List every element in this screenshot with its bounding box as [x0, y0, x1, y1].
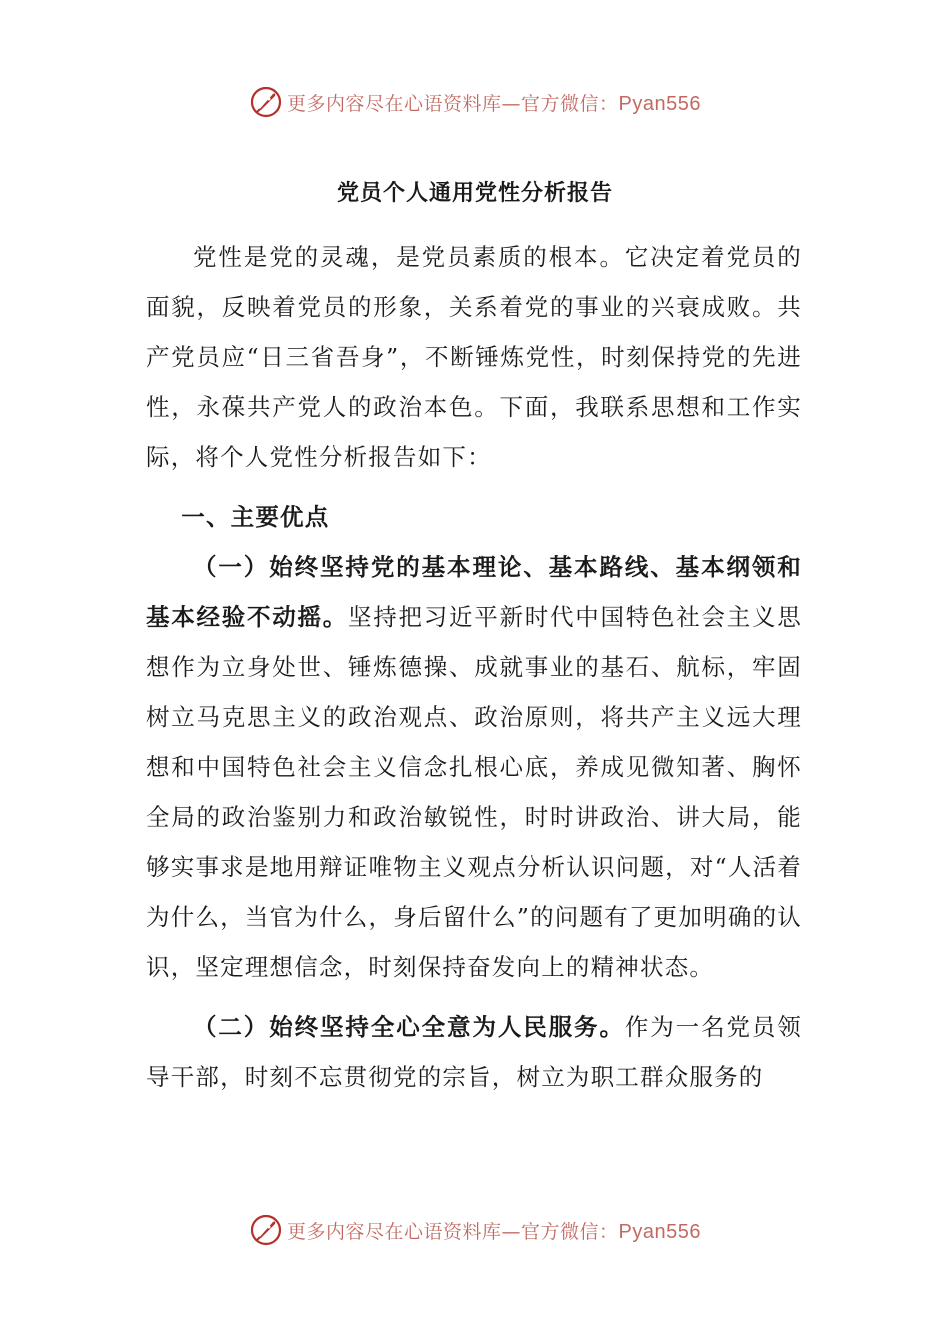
bottom-watermark-banner: [0, 1210, 950, 1250]
document-body: [146, 232, 802, 1102]
intro-paragraph: 党性是党的灵魂，是党员素质的根本。它决定着党员的面貌，反映着党员的形象，关系着党的事业的兴衰成败。共产党员应“日三省吾身”，不断锤炼党性，时刻保持党的先进性，永葆共产党人的政治本色。下面，我联系思想和工作实际，将个人党性分析报告如下：: [146, 243, 802, 471]
paragraph-lead-1: （一）始终坚持党的基本理论、基本路线、基本纲领和基本经验不动摇。: [146, 553, 802, 631]
watermark-wechat-id: Pyan556: [618, 1220, 701, 1243]
section-heading: 一、主要优点: [181, 503, 330, 531]
watermark-wechat-id: Pyan556: [618, 92, 701, 115]
watermark-cn-text: 更多内容尽在心语资料库—官方微信：: [287, 1220, 619, 1243]
paragraph-item-1: [146, 542, 802, 992]
document-title: 党员个人通用党性分析报告: [336, 181, 613, 206]
watermark-text: [287, 1217, 701, 1244]
paragraph-item-2: [146, 1002, 802, 1102]
quill-pen-logo-icon: [249, 85, 283, 119]
quill-pen-logo-icon: [249, 1213, 283, 1247]
watermark-text: [287, 89, 701, 116]
paragraph-lead-2: （二）始终坚持全心全意为人民服务。: [193, 1013, 625, 1041]
paragraph-body-2: 作为一名党员领导干部，时刻不忘贯彻党的宗旨，树立为职工群众服务的: [146, 1013, 802, 1091]
watermark-cn-text: 更多内容尽在心语资料库—官方微信：: [287, 92, 619, 115]
top-watermark-banner: [0, 82, 950, 122]
paragraph-body-1: 坚持把习近平新时代中国特色社会主义思想作为立身处世、锤炼德操、成就事业的基石、航标，牢固树立马克思主义的政治观点、政治原则，将共产主义远大理想和中国特色社会主义信念扎根心底，养成见微知著、胸怀全局的政治鉴别力和政治敏锐性，时时讲政治、讲大局，能够实事求是地用辩证唯物主义观点分析认识问题，对“人活着为什么，当官为什么，身后留什么”的问题有了更加明确的认识，坚定理想信念，时刻保持奋发向上的精神状态。: [146, 603, 802, 981]
